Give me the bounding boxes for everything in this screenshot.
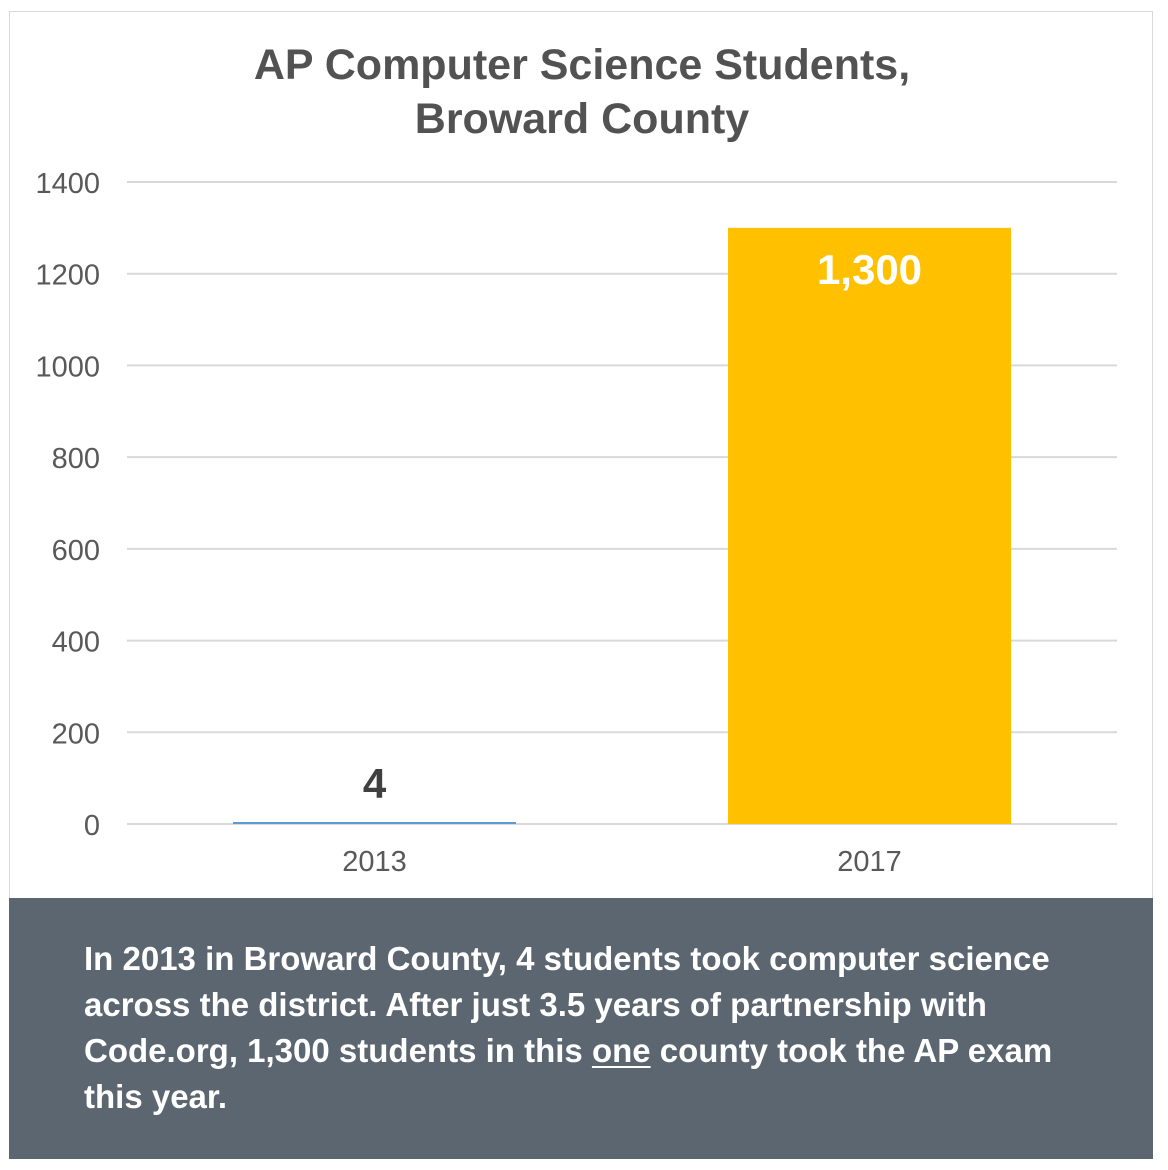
y-tick-label: 1200: [35, 259, 100, 292]
y-tick-label: 1400: [35, 168, 100, 200]
caption-text-after: county took the AP exam this year.: [84, 1032, 1053, 1115]
bar-2013: [233, 822, 516, 824]
data-label: 1,300: [816, 245, 923, 293]
caption-text: [84, 936, 1094, 1120]
y-tick-label: 800: [51, 443, 100, 476]
chart-title-line-1: AP Computer Science Students,: [253, 41, 911, 89]
y-tick-label: 0: [83, 810, 100, 842]
caption-text-before: In 2013 in Broward County, 4 students took computer science across the district. After just 3.5 years of partnership with Code.org, 1,300 students in this: [84, 940, 1050, 1069]
caption-panel: [9, 898, 1153, 1159]
x-tick-label: 2017: [837, 846, 902, 878]
y-tick-label: 1000: [35, 351, 100, 384]
chart-title-line-2: Broward County: [414, 95, 750, 143]
bar-2017: [728, 228, 1011, 824]
caption-emphasis: one: [591, 1032, 651, 1069]
y-tick-label: 400: [51, 626, 100, 659]
x-tick-label: 2013: [342, 846, 407, 878]
data-label: 4: [362, 760, 387, 808]
y-tick-label: 600: [51, 534, 100, 567]
y-tick-label: 200: [51, 718, 100, 751]
